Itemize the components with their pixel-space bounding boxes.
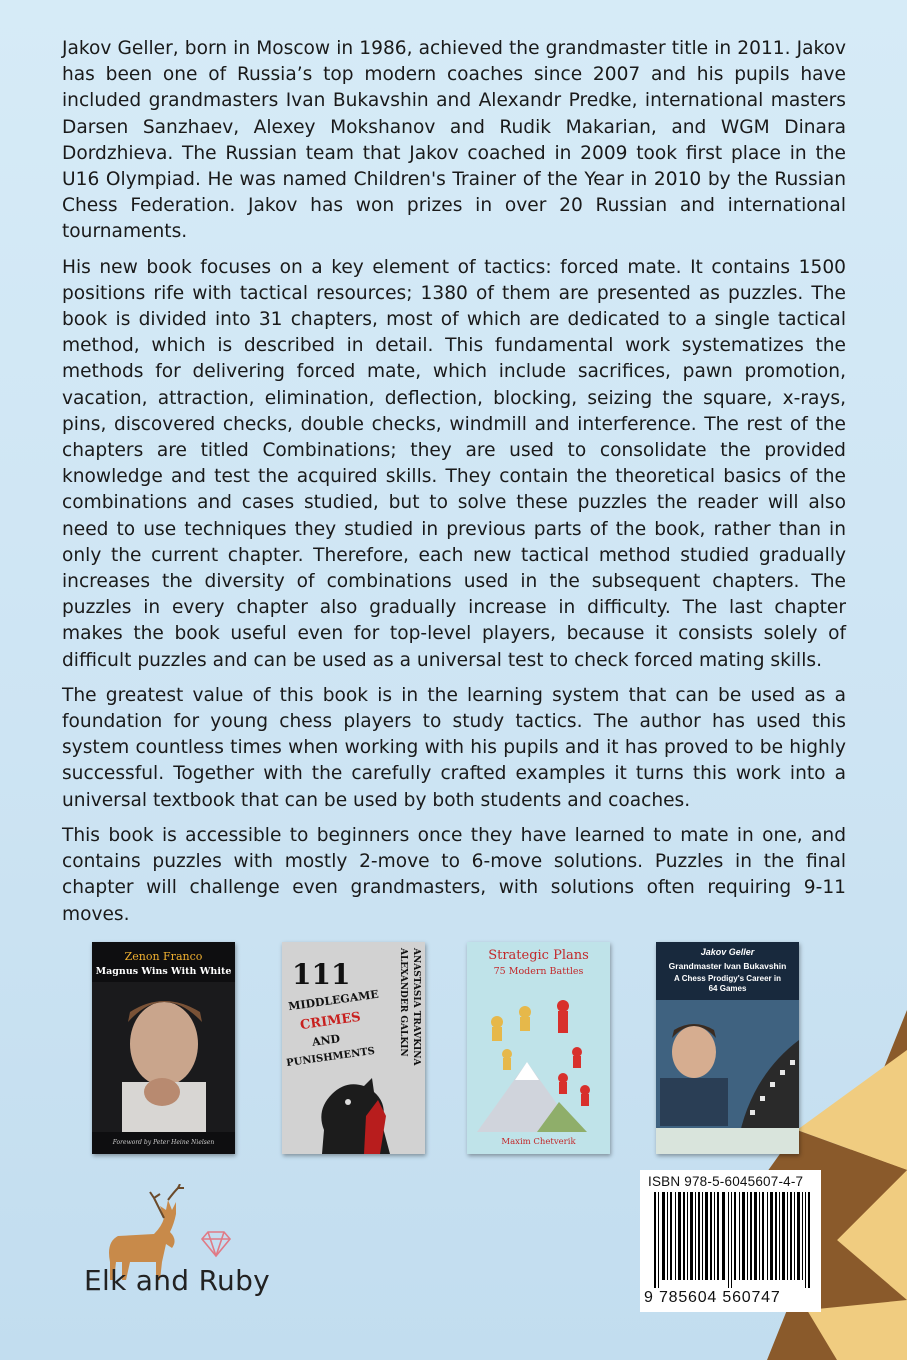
player-portrait-image: [92, 982, 235, 1132]
book-author: Zenon Franco: [124, 950, 203, 963]
book-title-line4: PUNISHMENTS: [285, 1045, 376, 1070]
related-books: [92, 942, 812, 1156]
book-cover-111-middlegame-crimes[interactable]: [282, 942, 425, 1154]
barcode-bars: [654, 1192, 814, 1288]
chess-pieces-illustration: [467, 982, 610, 1132]
book-cover-grandmaster-ivan-bukavshin[interactable]: [656, 942, 799, 1154]
isbn-barcode: [640, 1170, 821, 1312]
book-cover-strategic-plans[interactable]: [467, 942, 610, 1154]
book-number: 111: [292, 958, 351, 991]
publisher-name: Elk and Ruby: [84, 1264, 271, 1297]
book-cover-magnus-wins-with-white[interactable]: [92, 942, 235, 1154]
book-subtitle: A Chess Prodigy's Career in 64 Games: [674, 974, 781, 993]
book-author-2: ANASTASIA TRAVKINA: [411, 948, 421, 1066]
barcode-digits: 9 785604 560747: [644, 1289, 781, 1306]
paragraph-learning-system: The greatest value of this book is in the learning system that can be used as a foundation for young chess players to study tactics. The author has used this system countless times when working with his pupils and it has proved to be highly successful. Together with the carefully crafted examples it turns this work into a universal textbook that can be used by both students and coaches.: [62, 684, 846, 811]
isbn-label: ISBN 978-5-6045607-4-7: [648, 1174, 804, 1189]
book-author: Jakov Geller: [700, 947, 755, 957]
book-title: Magnus Wins With White: [95, 966, 232, 977]
book-title-line3: AND: [311, 1032, 341, 1049]
book-title: Strategic Plans: [488, 948, 589, 963]
book-author: Maxim Chetverik: [501, 1137, 576, 1147]
book-subtitle: 75 Modern Battles: [493, 966, 584, 977]
book-title: Grandmaster Ivan Bukavshin: [668, 961, 787, 971]
paragraph-author-bio: Jakov Geller, born in Moscow in 1986, achieved the grandmaster title in 2011. Jakov has been one of Russia’s top modern coaches since 2007 and his pupils have included grandmasters Ivan Bukavshin and Alexandr Predke, international masters Darsen Sanzhaev, Alexey Mokshanov and Rudik Makarian, and WGM Dinara Dordzhieva. The Russian team that Jakov coached in 2009 took first place in the U16 Olympiad. He was named Children's Trainer of the Year in 2010 by the Russian Chess Federation. Jakov has won prizes in over 20 Russian and international tournaments.: [62, 38, 846, 243]
back-cover-text: [62, 36, 846, 937]
paragraph-audience: This book is accessible to beginners once they have learned to mate in one, and contains puzzles with mostly 2-move to 6-move solutions. Puzzles in the final chapter will challenge even grandmasters, with solutions often requiring 9-11 moves.: [62, 824, 846, 925]
paragraph-book-description: His new book focuses on a key element of tactics: forced mate. It contains 1500 positions rife with tactical resources; 1380 of them are presented as puzzles. The book is divided into 31 chapters, most of which are dedicated to a single tactical method, which is described in detail. This fundamental work systematizes the methods for delivering forced mate, which include sacrifices, pawn promotion, vacation, attraction, elimination, deflection, blocking, seizing the square, x-rays, pins, discovered checks, double checks, windmill and interference. The rest of the chapters are titled Combinations; they are used to consolidate the provided knowledge and test the acquired skills. They contain the theoretical basics of the combinations and cases studied, but to solve these puzzles the reader will also need to use techniques they studied in previous parts of the book, rather than in only the current chapter. Therefore, each new tactical method studied gradually increases the diversity of combinations used in the subsequent chapters. The puzzles in every chapter also gradually increase in difficulty. The last chapter makes the book useful even for top-level players, because it consists solely of difficult puzzles and can be used as a universal test to check forced mating skills.: [62, 256, 846, 671]
book-author-1: ALEXANDER GALKIN: [398, 948, 408, 1057]
book-foreword: Foreword by Peter Heine Nielsen: [112, 1139, 215, 1146]
filmstrip-portrait-image: [656, 1000, 799, 1154]
book-title-line1: MIDDLEGAME: [287, 987, 380, 1014]
book-title-line2: CRIMES: [299, 1009, 362, 1034]
chess-knight-illustration: [302, 1070, 412, 1154]
